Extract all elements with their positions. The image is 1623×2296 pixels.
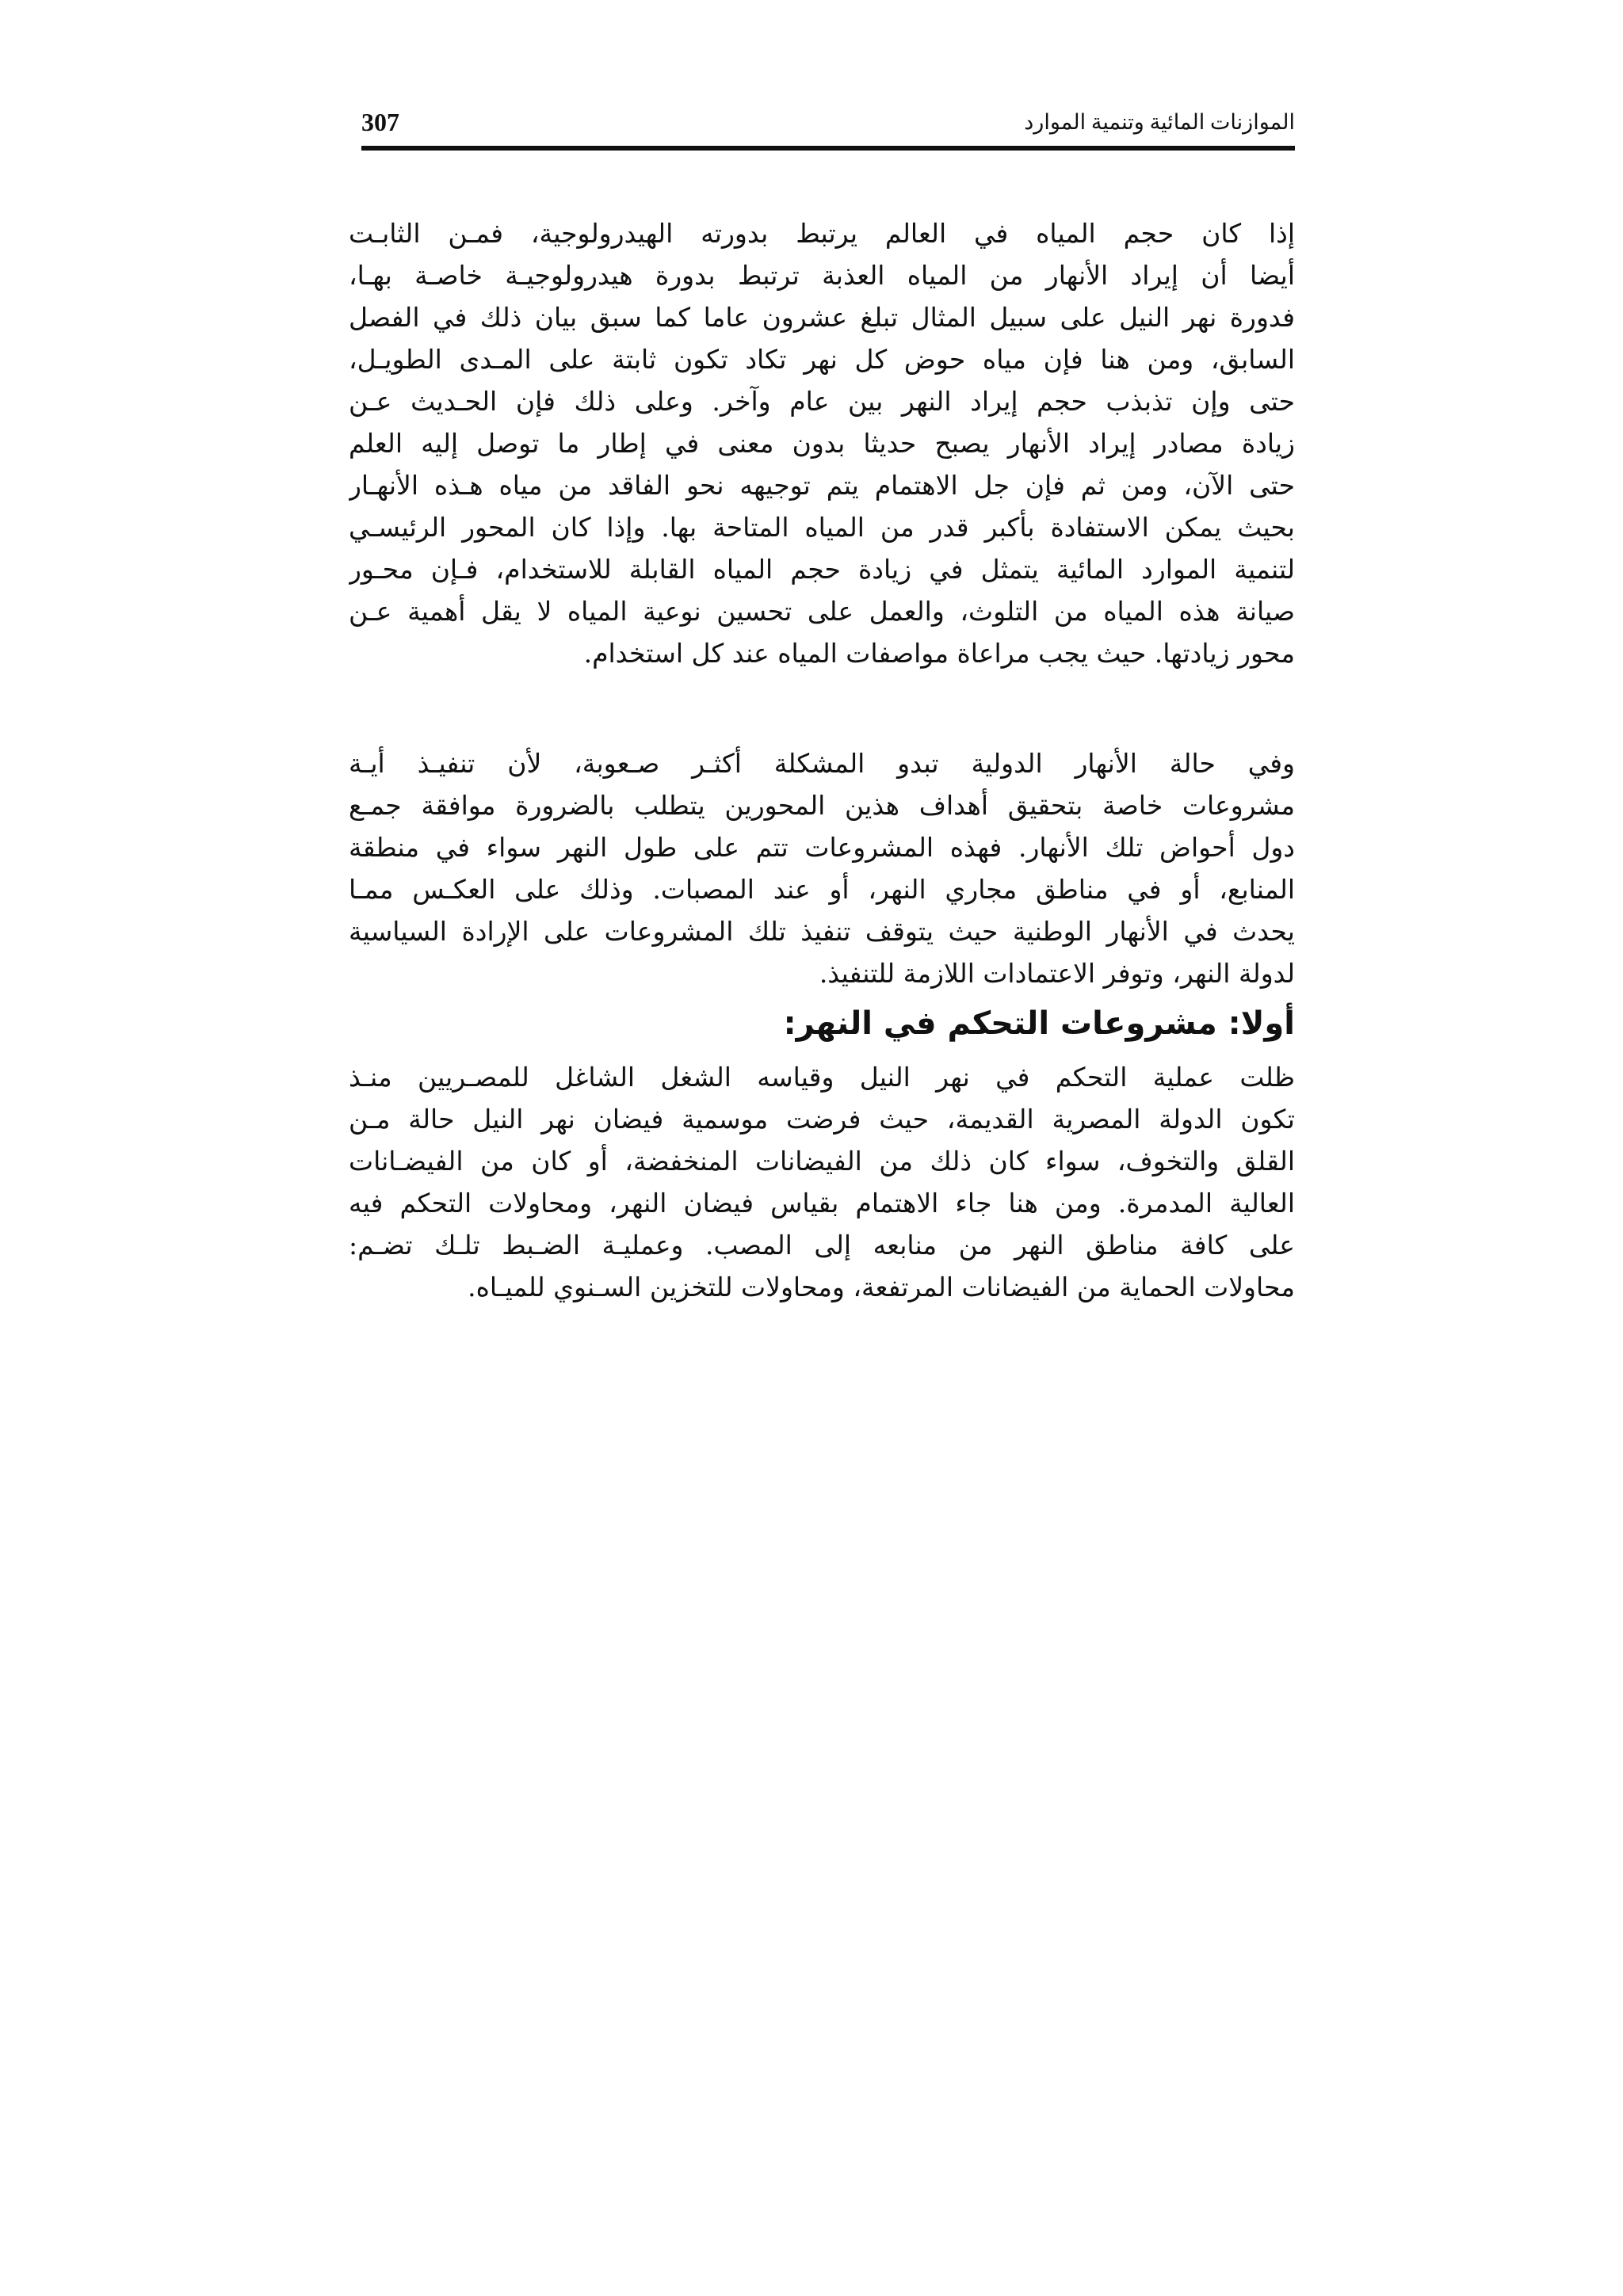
paragraph-line: محور زيادتها. حيث يجب مراعاة مواصفات المياه عند كل استخدام.	[583, 638, 1295, 669]
paragraph-line: السابق، ومن هنا فإن مياه حوض كل نهر تكاد تكون ثابتة على المـدى الطويـل،	[349, 344, 1295, 375]
paragraph-line: حتى وإن تذبذب حجم إيراد النهر بين عام وآخر. وعلى ذلك فإن الحـديث عـن	[349, 386, 1295, 417]
paragraph-line: لتنمية الموارد المائية يتمثل في زيادة حجم المياه القابلة للاستخدام، فـإن محـور	[349, 554, 1295, 585]
paragraph-line: ظلت عملية التحكم في نهر النيل وقياسه الشغل الشاغل للمصـريين منـذ	[349, 1062, 1295, 1093]
header-rule	[361, 146, 1295, 151]
section-heading: أولا: مشروعات التحكم في النهر:	[783, 1005, 1295, 1042]
paragraph-line: لدولة النهر، وتوفر الاعتمادات اللازمة للتنفيذ.	[819, 958, 1295, 989]
paragraph-line: تكون الدولة المصرية القديمة، حيث فرضت موسمية فيضان نهر النيل حالة مـن	[349, 1104, 1295, 1135]
paragraph-line: زيادة مصادر إيراد الأنهار يصبح حديثا بدون معنى في إطار ما توصل إليه العلم	[349, 428, 1295, 459]
paragraph-line: أيضا أن إيراد الأنهار من المياه العذبة ترتبط بدورة هيدرولوجيـة خاصـة بهـا،	[349, 260, 1295, 291]
paragraph-line: حتى الآن، ومن ثم فإن جل الاهتمام يتم توجيهه نحو الفاقد من مياه هـذه الأنهـار	[349, 470, 1295, 501]
paragraph-line: محاولات الحماية من الفيضانات المرتفعة، ومحاولات للتخزين السـنوي للميـاه.	[468, 1272, 1295, 1302]
page-body	[349, 212, 1295, 1308]
paragraph-line: فدورة نهر النيل على سبيل المثال تبلغ عشرون عاما كما سبق بيان ذلك في الفصل	[349, 302, 1295, 333]
paragraph-gap	[349, 674, 1295, 742]
paragraph-2	[349, 742, 1295, 994]
paragraph-line: على كافة مناطق النهر من منابعه إلى المصب. وعمليـة الضـبط تلـك تضـم:	[349, 1230, 1295, 1261]
page-number: 307	[361, 108, 399, 136]
page-header	[361, 97, 1295, 152]
paragraph-line: يحدث في الأنهار الوطنية حيث يتوقف تنفيذ تلك المشروعات على الإرادة السياسية	[349, 916, 1295, 947]
paragraph-1	[349, 212, 1295, 674]
paragraph-line: صيانة هذه المياه من التلوث، والعمل على تحسين نوعية المياه لا يقل أهمية عـن	[349, 596, 1295, 627]
paragraph-line: القلق والتخوف، سواء كان ذلك من الفيضانات المنخفضة، أو كان من الفيضـانات	[349, 1146, 1295, 1177]
paragraph-line: وفي حالة الأنهار الدولية تبدو المشكلة أكثـر صـعوبة، لأن تنفيـذ أيـة	[349, 748, 1295, 779]
paragraph-line: إذا كان حجم المياه في العالم يرتبط بدورته الهيدرولوجية، فمـن الثابـت	[349, 218, 1295, 249]
paragraph-line: مشروعات خاصة بتحقيق أهداف هذين المحورين يتطلب بالضرورة موافقة جمـع	[349, 790, 1295, 821]
paragraph-line: دول أحواض تلك الأنهار. فهذه المشروعات تتم على طول النهر سواء في منطقة	[349, 832, 1295, 863]
paragraph-3	[349, 1056, 1295, 1308]
running-title: الموازنات المائية وتنمية الموارد	[1024, 110, 1295, 134]
paragraph-line: المنابع، أو في مناطق مجاري النهر، أو عند المصبات. وذلك على العكـس ممـا	[349, 874, 1295, 905]
paragraph-line: العالية المدمرة. ومن هنا جاء الاهتمام بقياس فيضان النهر، ومحاولات التحكم فيه	[349, 1188, 1295, 1219]
paragraph-line: بحيث يمكن الاستفادة بأكبر قدر من المياه المتاحة بها. وإذا كان المحور الرئيسـي	[349, 512, 1295, 543]
